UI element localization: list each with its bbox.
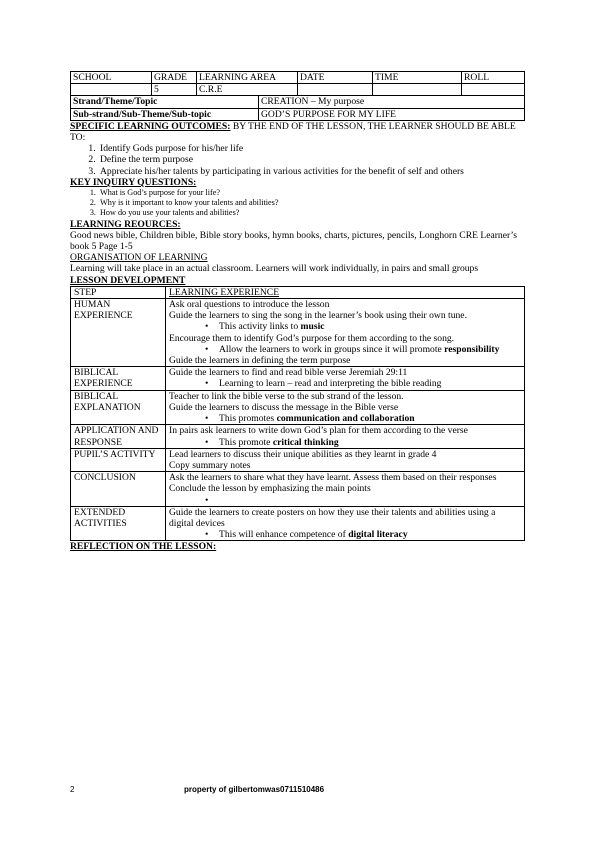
- outcomes-paragraph: [70, 121, 525, 143]
- step-application: APPLICATION AND RESPONSE: [71, 425, 166, 448]
- lesson-header-row: [71, 286, 525, 298]
- learning-area-header: LEARNING AREA: [197, 72, 298, 84]
- explanation-bullets: [169, 413, 521, 424]
- human-line: Guide the learners in defining the term purpose: [169, 355, 351, 367]
- pupil-line: Copy summary notes: [169, 459, 251, 471]
- conclusion-bullets: [169, 495, 521, 506]
- organisation-heading: ORGANISATION OF LEARNING: [70, 252, 208, 264]
- table-row: [71, 299, 525, 367]
- lesson-table: [70, 286, 525, 541]
- substrand-row: [71, 108, 525, 120]
- outcomes-intro: BY THE END OF THE LESSON, THE LEARNER SHOULD BE ABLE TO:: [70, 120, 516, 144]
- bullet-text: This promote: [219, 436, 273, 448]
- strand-row: [71, 96, 525, 108]
- outcomes-heading: SPECIFIC LEARNING OUTCOMES:: [70, 120, 231, 132]
- human-line: Ask oral questions to introduce the lesson: [169, 299, 330, 311]
- organisation-text: Learning will take place in an actual classroom. Learners will work individually, in pairs and small groups: [70, 263, 479, 275]
- inquiry-item: 1. What is God’s purpose for your life?: [98, 188, 525, 198]
- inquiry-section: [70, 188, 525, 219]
- table-row: [71, 506, 525, 541]
- extended-bullets: [169, 529, 521, 540]
- bullet-bold: responsibility: [444, 343, 500, 355]
- application-bullets: [169, 437, 521, 448]
- conclusion-line: Conclude the lesson by emphasizing the main points: [169, 483, 371, 495]
- biblical-line: Guide the learners to find and read bible verse Jeremiah 29:11: [169, 367, 408, 379]
- bullet-item: [205, 495, 521, 506]
- step-human: HUMAN EXPERIENCE: [71, 299, 166, 367]
- resources-heading: LEARNING REOURCES:: [70, 218, 181, 230]
- inquiry-list: [70, 188, 525, 219]
- step-explanation: BIBLICAL EXPLANATION: [71, 390, 166, 425]
- explanation-line: Teacher to link the bible verse to the sub strand of the lesson.: [169, 390, 404, 402]
- inquiry-item: 2. Why is it important to know your talents and abilities?: [98, 198, 525, 208]
- grade-header: GRADE: [152, 72, 197, 84]
- bullet-bold: music: [300, 321, 325, 333]
- strand-value: CREATION – My purpose: [259, 96, 525, 108]
- bullet-item: [205, 413, 521, 424]
- substrand-label: Sub-strand/Sub-Theme/Sub-topic: [71, 108, 259, 120]
- experience-pupil: [166, 448, 525, 471]
- table-row: [71, 425, 525, 448]
- table-row: [71, 472, 525, 507]
- header-row-labels: [71, 72, 525, 84]
- experience-column-header: LEARNING EXPERIENCE: [166, 286, 525, 298]
- conclusion-line: Ask the learners to share what they have learnt. Assess them based on their responses: [169, 472, 497, 484]
- table-row: [71, 448, 525, 471]
- step-extended: EXTENDED ACTIVITIES: [71, 506, 166, 541]
- substrand-value: GOD’S PURPOSE FOR MY LIFE: [259, 108, 525, 120]
- date-header: DATE: [298, 72, 373, 84]
- table-row: [71, 390, 525, 425]
- header-row-values: [71, 84, 525, 96]
- strand-table: [70, 96, 525, 120]
- experience-explanation: [166, 390, 525, 425]
- roll-value: [462, 84, 525, 96]
- experience-human: [166, 299, 525, 367]
- explanation-line: Guide the learners to discuss the message in the Bible verse: [169, 401, 399, 413]
- school-header: SCHOOL: [71, 72, 152, 84]
- header-table: [70, 71, 525, 96]
- outcome-item: 1. Identify Gods purpose for his/her life: [98, 143, 525, 154]
- page-number: 2: [70, 785, 75, 794]
- roll-header: ROLL: [462, 72, 525, 84]
- bullet-item: [205, 437, 521, 448]
- bullet-text: This activity links to: [219, 321, 301, 333]
- inquiry-item: 3. How do you use your talents and abilities?: [98, 208, 525, 218]
- extended-line: Guide the learners to create posters on how they use their talents and abilities using a digital devices: [169, 506, 496, 529]
- outcome-item: 2. Define the term purpose: [98, 154, 525, 165]
- bullet-text: Allow the learners to work in groups since it will promote: [219, 343, 445, 355]
- time-header: TIME: [373, 72, 462, 84]
- step-pupil: PUPIL’S ACTIVITY: [71, 448, 166, 471]
- bullet-bold: critical thinking: [272, 436, 339, 448]
- date-value: [298, 84, 373, 96]
- time-value: [373, 84, 462, 96]
- reflection-heading: REFLECTION ON THE LESSON:: [70, 541, 217, 553]
- grade-value: 5: [152, 84, 197, 96]
- inquiry-heading: KEY INQUIRY QUESTIONS:: [70, 176, 197, 188]
- experience-extended: [166, 506, 525, 541]
- bullet-item: [205, 321, 521, 332]
- application-line: In pairs ask learners to write down God’s plan for them according to the verse: [169, 425, 468, 437]
- resources-text: Good news bible, Children bible, Bible story books, hymn books, charts, pictures, pencils, Longhorn CRE Learner’s book 5 Page 1-5: [70, 229, 517, 253]
- outcome-item: [98, 166, 525, 177]
- outcomes-list: [70, 143, 525, 177]
- biblical-bullets: [169, 378, 521, 389]
- human-bullets-1: [169, 321, 521, 332]
- bullet-item: [205, 344, 521, 355]
- bullet-text: This will enhance competence of: [219, 529, 349, 541]
- human-bullets-2: [169, 344, 521, 355]
- property-note: property of gilbertomwas0711510486: [184, 785, 325, 794]
- lesson-heading: LESSON DEVELOPMENT: [70, 274, 186, 286]
- step-column-header: STEP: [71, 286, 166, 298]
- pupil-line: Lead learners to discuss their unique abilities as they learnt in grade 4: [169, 448, 437, 460]
- step-biblical: BIBLICAL EXPERIENCE: [71, 367, 166, 390]
- outcome-item-text: Appreciate his/her talents by participating in various activities for the benefit of self and others: [100, 165, 464, 177]
- human-line: Encourage them to identify God’s purpose for them according to the song.: [169, 332, 455, 344]
- strand-label: Strand/Theme/Topic: [71, 96, 259, 108]
- school-value: [71, 84, 152, 96]
- bullet-item: • Learning to learn – read and interpreting the bible reading: [205, 378, 521, 389]
- bullet-text: This promotes: [219, 413, 277, 425]
- experience-application: [166, 425, 525, 448]
- experience-conclusion: [166, 472, 525, 507]
- lesson-plan-page: [70, 71, 525, 553]
- bullet-bold: communication and collaboration: [276, 413, 415, 425]
- experience-biblical: [166, 367, 525, 390]
- bullet-item: [205, 529, 521, 540]
- bullet-bold: digital literacy: [348, 529, 408, 541]
- learning-area-value: C.R.E: [197, 84, 298, 96]
- table-row: [71, 367, 525, 390]
- human-line: Guide the learners to sing the song in the learner’s book using their own tune.: [169, 310, 467, 322]
- step-conclusion: CONCLUSION: [71, 472, 166, 507]
